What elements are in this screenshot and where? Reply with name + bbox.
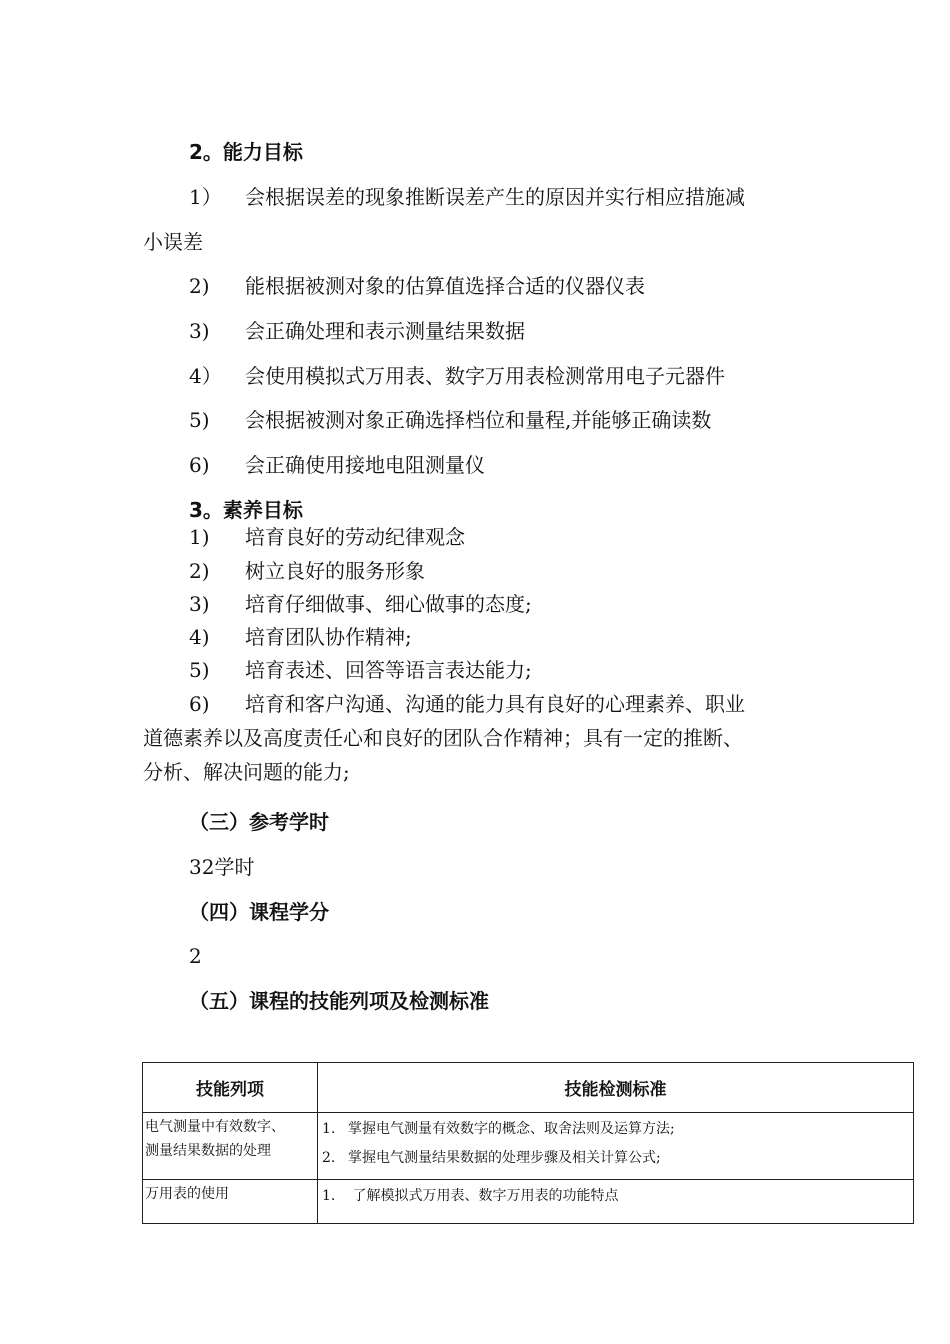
quality-item-3-num: 3)	[189, 592, 210, 616]
quality-item-4	[189, 624, 412, 650]
skills-table	[142, 1062, 914, 1224]
credits-heading: （四）课程学分	[189, 900, 329, 924]
ability-item-1-num: 1）	[189, 185, 222, 209]
quality-heading: 3。素养目标	[189, 498, 303, 522]
quality-item-6-text: 培育和客户沟通、沟通的能力具有良好的心理素养、职业	[245, 692, 745, 716]
ability-item-6-text: 会正确使用接地电阻测量仪	[245, 453, 485, 477]
criteria-num: 1.	[322, 1121, 336, 1137]
table-cell-skill	[143, 1113, 318, 1180]
ability-item-6-num: 6)	[189, 453, 210, 477]
quality-item-6-continuation-2: 分析、解决问题的能力;	[143, 760, 350, 784]
ability-item-4	[189, 363, 725, 389]
skill-line-1: 万用表的使用	[145, 1186, 229, 1202]
criteria-num: 1.	[322, 1188, 336, 1204]
criteria-item	[322, 1182, 909, 1211]
table-cell-skill	[143, 1180, 318, 1224]
ability-item-3	[189, 318, 525, 344]
quality-item-1-num: 1)	[189, 525, 210, 549]
quality-item-3	[189, 591, 532, 617]
ability-item-2-num: 2)	[189, 274, 210, 298]
ability-heading: 2。能力目标	[189, 140, 303, 164]
skill-line-2: 测量结果数据的处理	[145, 1143, 271, 1159]
quality-item-6	[189, 691, 745, 717]
ability-item-1	[189, 184, 745, 210]
criteria-text: 掌握电气测量有效数字的概念、取舍法则及运算方法;	[348, 1121, 675, 1137]
ability-item-2-text: 能根据被测对象的估算值选择合适的仪器仪表	[245, 274, 645, 298]
table-header-skill: 技能列项	[143, 1063, 318, 1113]
quality-item-6-continuation-1: 道德素养以及高度责任心和良好的团队合作精神；具有一定的推断、	[143, 726, 743, 750]
ability-item-5	[189, 407, 711, 433]
quality-item-2-num: 2)	[189, 559, 210, 583]
quality-item-5	[189, 657, 532, 683]
ability-item-6	[189, 452, 485, 478]
ability-item-3-text: 会正确处理和表示测量结果数据	[245, 319, 525, 343]
table-header-criteria: 技能检测标准	[318, 1063, 914, 1113]
hours-value: 32学时	[189, 855, 255, 879]
ability-item-4-num: 4）	[189, 364, 222, 388]
quality-item-5-num: 5)	[189, 658, 210, 682]
ability-item-3-num: 3)	[189, 319, 210, 343]
ability-item-1-continuation: 小误差	[143, 230, 203, 254]
ability-item-2	[189, 273, 645, 299]
criteria-text: 了解模拟式万用表、数字万用表的功能特点	[348, 1188, 619, 1204]
criteria-item	[322, 1144, 909, 1173]
table-cell-criteria	[318, 1180, 914, 1224]
table-cell-criteria	[318, 1113, 914, 1180]
quality-item-2-text: 树立良好的服务形象	[245, 559, 425, 583]
ability-item-1-text: 会根据误差的现象推断误差产生的原因并实行相应措施减	[245, 185, 745, 209]
quality-item-4-text: 培育团队协作精神;	[245, 625, 412, 649]
criteria-text: 掌握电气测量结果数据的处理步骤及相关计算公式;	[348, 1150, 661, 1166]
quality-item-3-text: 培育仔细做事、细心做事的态度;	[245, 592, 532, 616]
quality-item-5-text: 培育表述、回答等语言表达能力;	[245, 658, 532, 682]
ability-item-5-num: 5)	[189, 408, 210, 432]
table-row	[143, 1113, 914, 1180]
ability-item-5-text: 会根据被测对象正确选择档位和量程,并能够正确读数	[245, 408, 712, 432]
quality-item-2	[189, 558, 425, 584]
quality-item-1-text: 培育良好的劳动纪律观念	[245, 525, 465, 549]
table-row	[143, 1180, 914, 1224]
table-header-row	[143, 1063, 914, 1113]
quality-item-4-num: 4)	[189, 625, 210, 649]
skill-line-1: 电气测量中有效数字、	[145, 1119, 285, 1135]
quality-item-1	[189, 524, 465, 550]
skills-heading: （五）课程的技能列项及检测标准	[189, 989, 489, 1013]
quality-item-6-num: 6)	[189, 692, 210, 716]
credits-value: 2	[189, 944, 202, 968]
criteria-item	[322, 1115, 909, 1144]
ability-item-4-text: 会使用模拟式万用表、数字万用表检测常用电子元器件	[245, 364, 725, 388]
criteria-num: 2.	[322, 1150, 336, 1166]
hours-heading: （三）参考学时	[189, 810, 329, 834]
